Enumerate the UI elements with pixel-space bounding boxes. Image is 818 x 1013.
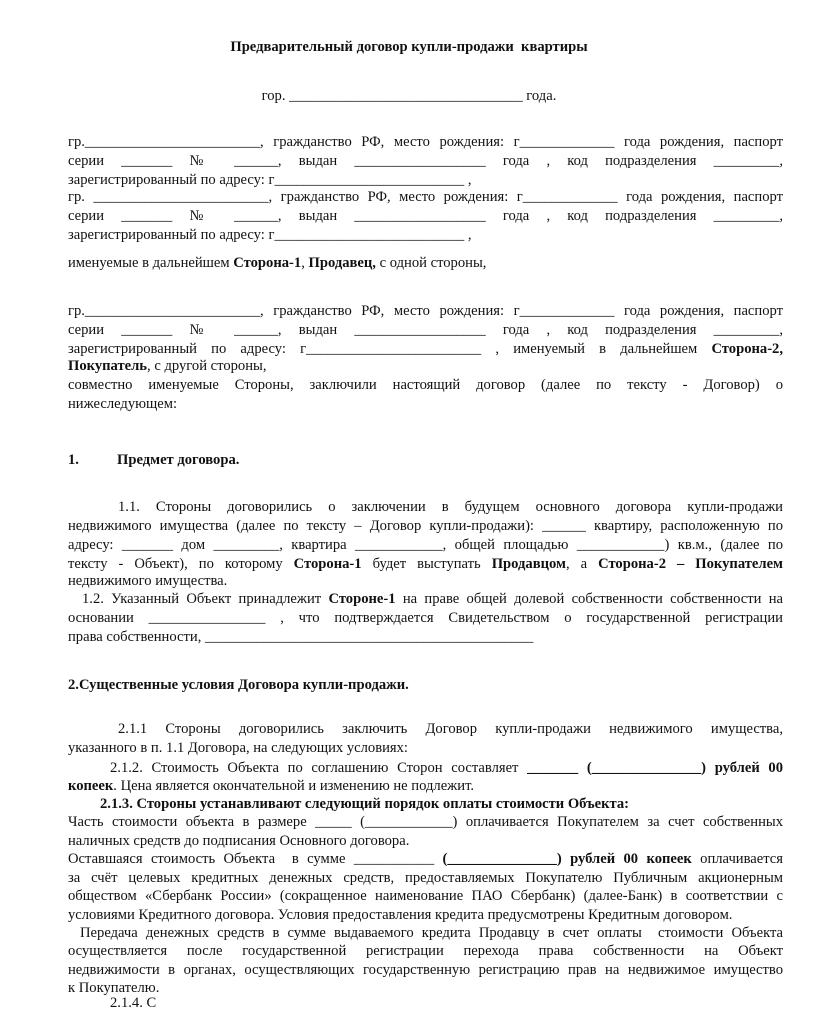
p213-line8: осуществляется после государственной регистрации перехода права собственности на Объект bbox=[68, 943, 783, 959]
section2-heading: 2.Существенные условия Договора купли-продажи. bbox=[68, 677, 409, 693]
p212-line1: 2.1.2. Стоимость Объекта по соглашению Сторон составляет _______ (_______________) рублей 00 bbox=[110, 760, 783, 776]
p211-line1: 2.1.1 Стороны договорились заключить Договор купли-продажи недвижимого имущества, bbox=[118, 721, 783, 737]
seller1-line2: серии _______ № ______, выдан __________________ года , код подразделения _________, bbox=[68, 153, 783, 169]
seller1-line1: гр.________________________, гражданство РФ, место рождения: г_____________ года рождения, паспорт bbox=[68, 134, 783, 150]
p11-line1: 1.1. Стороны договорились о заключении в будущем основного договора купли-продажи bbox=[118, 499, 783, 515]
section1-heading: Предмет договора. bbox=[117, 452, 240, 468]
buyer-line3: зарегистрированный по адресу: г________________________ , именуемый в дальнейшем Сторона-2, bbox=[68, 341, 783, 357]
city-date-line: гор. ________________________________ года. bbox=[261, 88, 557, 104]
p213-line10: к Покупателю. bbox=[68, 980, 160, 996]
seller2-line3: зарегистрированный по адресу: г__________________________ , bbox=[68, 227, 472, 243]
p212-line2: копеек. Цена является окончательной и изменению не подлежит. bbox=[68, 778, 474, 794]
buyer-line1: гр.________________________, гражданство РФ, место рождения: г_____________ года рождения, паспорт bbox=[68, 303, 783, 319]
p213-line9: недвижимости в органах, осуществляющих государственную регистрацию прав на недвижимое имущество bbox=[68, 962, 783, 978]
buyer-line5: совместно именуемые Стороны, заключили настоящий договор (далее по тексту - Договор) о bbox=[68, 377, 783, 393]
p211-line2: указанного в п. 1.1 Договора, на следующих условиях: bbox=[68, 740, 408, 756]
buyer-line2: серии _______ № ______, выдан __________________ года , код подразделения _________, bbox=[68, 322, 783, 338]
p12-line2: основании ________________ , что подтверждается Свидетельством о государственной регистрации bbox=[68, 610, 783, 626]
document-title: Предварительный договор купли-продажи квартиры bbox=[230, 39, 588, 55]
p213-line7: Передача денежных средств в сумме выдаваемого кредита Продавцу в счет оплаты стоимости Объекта bbox=[80, 925, 783, 941]
p12-line3: права собственности, _____________________________________________ bbox=[68, 629, 534, 645]
p12-line1: 1.2. Указанный Объект принадлежит Стороне-1 на праве общей долевой собственности собственности на bbox=[82, 591, 783, 607]
p213-line3: Оставшаяся стоимость Объекта в сумме ___________ (_______________) рублей 00 копеек оплачивается bbox=[68, 851, 784, 867]
seller2-line2: серии _______ № ______, выдан __________________ года , код подразделения _________, bbox=[68, 208, 783, 224]
p11-line5: недвижимого имущества. bbox=[68, 573, 228, 589]
buyer-line4: Покупатель, с другой стороны, bbox=[68, 358, 267, 374]
p213-line6: условиями Кредитного договора. Условия предоставления кредита предусмотрены Кредитным договором. bbox=[68, 907, 733, 923]
p214-partial-line: 2.1.4. С bbox=[110, 995, 157, 1011]
p11-line4: тексту - Объект), по которому Сторона-1 будет выступать Продавцом, а Сторона-2 – Покупателем bbox=[68, 556, 783, 572]
buyer-line6: нижеследующем: bbox=[68, 396, 178, 412]
named-sellers-line: именуемые в дальнейшем Сторона-1, Продавец, с одной стороны, bbox=[68, 255, 487, 271]
p213-line1: Часть стоимости объекта в размере _____ (____________) оплачивается Покупателем за счет собственных bbox=[68, 814, 783, 830]
seller1-line3: зарегистрированный по адресу: г__________________________ , bbox=[68, 172, 472, 188]
seller2-line1: гр. ________________________, гражданство РФ, место рождения: г_____________ года рождения, паспорт bbox=[68, 189, 783, 205]
p11-line2: недвижимого имущества (далее по тексту – Договор купли-продажи): ______ квартиру, расположенную по bbox=[68, 518, 783, 534]
p213-line4: за счёт целевых кредитных денежных средств, предоставляемых Покупателю Публичным акционерным bbox=[68, 870, 783, 886]
section1-number: 1. bbox=[68, 452, 79, 468]
p213-heading: 2.1.3. Стороны устанавливают следующий порядок оплаты стоимости Объекта: bbox=[100, 796, 630, 812]
p213-line5: обществом «Сбербанк России» (сокращенное наименование ПАО Сбербанк) (далее-Банк) в соответствии с bbox=[68, 888, 783, 904]
p213-line2: наличных средств до подписания Основного договора. bbox=[68, 833, 410, 849]
p11-line3: адресу: _______ дом _________, квартира ____________, общей площадью ____________) кв.м., (далее по bbox=[68, 537, 783, 553]
